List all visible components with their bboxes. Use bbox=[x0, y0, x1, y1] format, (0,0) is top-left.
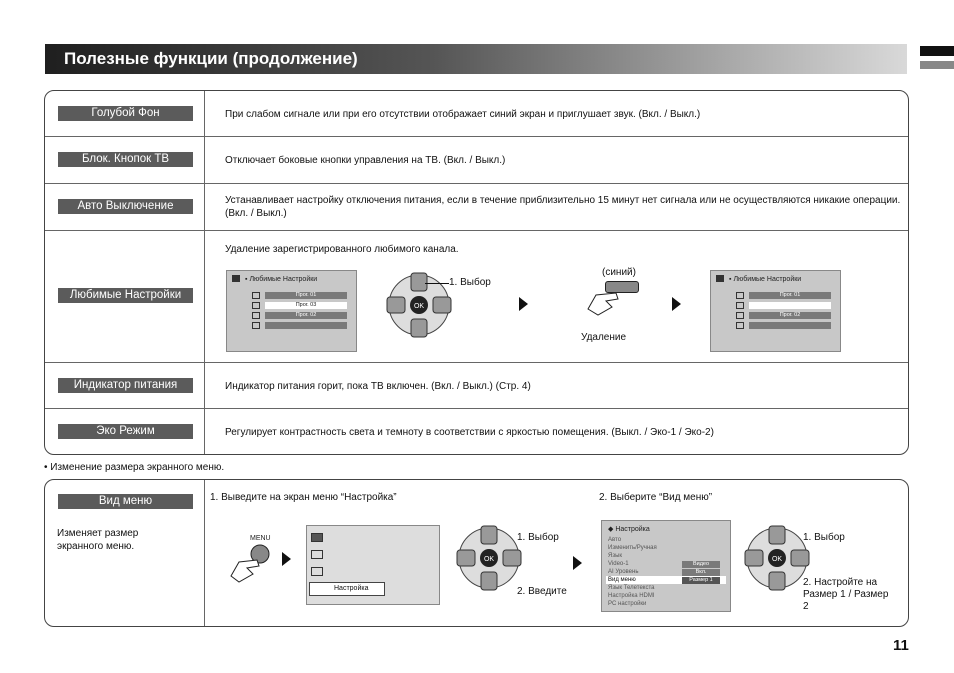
fav-menu-title: Любимые Настройки bbox=[249, 276, 318, 283]
feature-desc: Устанавливает настройку отключения питания, если в течение приблизительно 15 минут нет сигнала или не осуществляются никакие операции. (Вкл. / Выкл.) bbox=[225, 195, 901, 219]
settings-list-screen bbox=[601, 520, 731, 612]
table-row bbox=[45, 137, 908, 184]
page-number: 11 bbox=[893, 637, 909, 654]
table-row bbox=[45, 231, 908, 363]
settings-item: Вид меню bbox=[608, 577, 636, 583]
settings-screen bbox=[306, 525, 440, 605]
music-icon bbox=[252, 292, 260, 299]
svg-text:OK: OK bbox=[483, 556, 495, 563]
step2-title: 2. Выберите “Вид меню” bbox=[599, 492, 713, 503]
feature-desc: Индикатор питания горит, пока ТВ включен. (Вкл. / Выкл.) (Стр. 4) bbox=[225, 381, 531, 392]
feature-label: Авто Выключение bbox=[58, 199, 193, 214]
delete-label: Удаление bbox=[581, 332, 627, 343]
feature-label: Голубой Фон bbox=[58, 106, 193, 121]
feature-desc: Изменяет размер экранного меню. bbox=[57, 528, 139, 552]
fav-item bbox=[265, 322, 347, 329]
music-icon bbox=[736, 302, 744, 309]
blue-label: (синий) bbox=[602, 267, 636, 278]
step-select-text: 1. Выбор bbox=[449, 277, 491, 288]
callout-line bbox=[425, 283, 449, 284]
settings-item: PC настройки bbox=[608, 601, 647, 607]
settings-item: AI Уровень bbox=[608, 569, 639, 575]
music-icon bbox=[736, 312, 744, 319]
settings-item: Video-1 bbox=[608, 561, 629, 567]
menu-view-table bbox=[44, 479, 909, 627]
arrow-right-icon bbox=[573, 556, 582, 570]
remote-dpad-icon bbox=[453, 522, 525, 594]
fav-item: Прог. 02 bbox=[265, 312, 347, 319]
arrow-right-icon bbox=[519, 297, 528, 311]
features-table bbox=[44, 90, 909, 455]
table-row bbox=[45, 91, 908, 137]
step-adjust-text: 2. Настройте на Размер 1 / Размер 2 bbox=[803, 577, 889, 612]
settings-title: ◆ Настройка bbox=[608, 526, 650, 533]
timer-icon bbox=[311, 567, 323, 576]
feature-label: Блок. Кнопок ТВ bbox=[58, 152, 193, 167]
step-enter-text: 2. Введите bbox=[517, 586, 567, 597]
music-icon bbox=[252, 312, 260, 319]
feature-label: Индикатор питания bbox=[58, 378, 193, 393]
settings-value: Вкл. bbox=[682, 569, 720, 576]
settings-item: Авто bbox=[608, 537, 622, 543]
feature-label: Эко Режим bbox=[58, 424, 193, 439]
fav-item: Прог. 01 bbox=[265, 292, 347, 299]
settings-item: Настройка HDMI bbox=[608, 593, 655, 599]
feature-desc: При слабом сигнале или при его отсутствии отображает синий экран и приглушает звук. (Вкл. / Выкл.) bbox=[225, 109, 701, 120]
fav-item: Прог. 03 bbox=[265, 302, 347, 309]
decor-bar-dark bbox=[920, 46, 954, 56]
step1-title: 1. Выведите на экран меню “Настройка” bbox=[210, 492, 397, 503]
feature-label: Любимые Настройки bbox=[58, 288, 193, 303]
music-icon bbox=[252, 302, 260, 309]
arrow-right-icon bbox=[672, 297, 681, 311]
table-row bbox=[45, 409, 908, 455]
music-icon bbox=[311, 550, 323, 559]
music-icon bbox=[736, 322, 744, 329]
music-icon bbox=[252, 322, 260, 329]
page-title: Полезные функции (продолжение) bbox=[64, 49, 358, 68]
menu-button-label: MENU bbox=[250, 535, 271, 542]
settings-value: Размер 1 bbox=[682, 577, 720, 584]
feature-label: Вид меню bbox=[58, 494, 193, 509]
picture-icon bbox=[311, 533, 323, 542]
table-row bbox=[45, 363, 908, 409]
settings-item: Язык bbox=[608, 553, 623, 559]
fav-item bbox=[749, 302, 831, 309]
fav-item: Прог. 01 bbox=[749, 292, 831, 299]
step-select-text: 1. Выбор bbox=[517, 532, 559, 543]
menu-icon bbox=[716, 275, 724, 282]
fav-menu-before: ▪ Любимые Настройки Прог. 01 Прог. 03 Прог. 02 bbox=[226, 270, 357, 352]
fav-menu-title: Любимые Настройки bbox=[733, 276, 802, 283]
settings-item: Язык Телетекста bbox=[608, 585, 655, 591]
svg-text:OK: OK bbox=[413, 303, 425, 310]
fav-menu-after: ▪ Любимые Настройки Прог. 01 Прог. 02 bbox=[710, 270, 841, 352]
feature-desc: Удаление зарегистрированного любимого канала. bbox=[225, 244, 459, 255]
decor-bar-gray bbox=[920, 61, 954, 69]
settings-value: Видео bbox=[682, 561, 720, 568]
table-row bbox=[45, 184, 908, 231]
pointing-hand-icon bbox=[586, 287, 622, 317]
fav-item bbox=[749, 322, 831, 329]
music-icon bbox=[736, 292, 744, 299]
feature-desc: Отключает боковые кнопки управления на ТВ. (Вкл. / Выкл.) bbox=[225, 155, 506, 166]
note-text: • Изменение размера экранного меню. bbox=[44, 462, 225, 473]
settings-selected: Настройка bbox=[309, 582, 385, 596]
menu-icon bbox=[232, 275, 240, 282]
feature-desc: Регулирует контрастность света и темноту в соответствии с яркостью помещения. (Выкл. / Эко-1 / Эко-2) bbox=[225, 427, 714, 438]
remote-dpad-icon bbox=[383, 269, 455, 341]
svg-text:OK: OK bbox=[771, 556, 783, 563]
step-select-text: 1. Выбор bbox=[803, 532, 845, 543]
fav-item: Прог. 02 bbox=[749, 312, 831, 319]
arrow-right-icon bbox=[282, 552, 291, 566]
settings-item: Изменить/Ручная bbox=[608, 545, 657, 551]
menu-press-hand-icon bbox=[227, 540, 277, 586]
